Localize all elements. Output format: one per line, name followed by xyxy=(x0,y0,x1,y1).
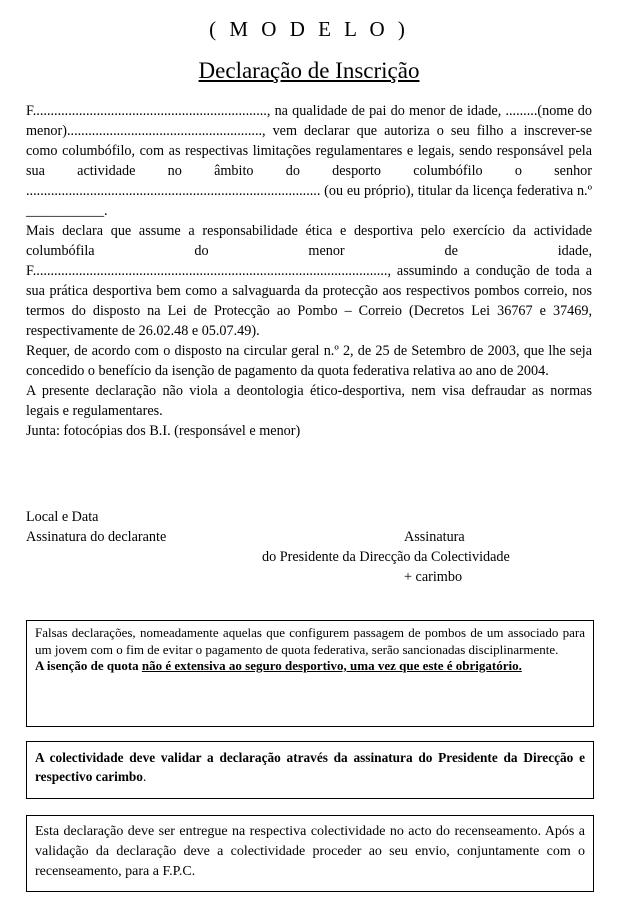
modelo-heading: ( M O D E L O ) xyxy=(209,17,409,41)
paragraph-request: Requer, de acordo com o disposto na circular geral n.º 2, de 25 de Setembro de 2003, que lhe seja concedido o benefício da isenção de pagamento da quota federativa relativa ao ano de 2004. xyxy=(26,343,592,379)
false-declarations-notice xyxy=(26,620,594,727)
notice-bold-lead: A isenção de quota xyxy=(35,658,139,673)
paragraph-attachments: Junta: fotocópias dos B.I. (responsável e menor) xyxy=(26,423,301,439)
paragraph-responsibility-cont: F...................................................................................................., assumindo a condução de toda a sua prática desportiva bem como a salvaguarda da protecção aos respectivos pombos correio, nos termos do disposto na Lei de Protecção ao Pombo – Correio (Decretos Lei 36767 e 37469, respectivamente de 26.02.48 e 05.07.49). xyxy=(26,263,592,339)
signature-label: Assinatura xyxy=(404,529,465,545)
paragraph-responsibility: Mais declara que assume a responsabilidade ética e desportiva pelo exercício da actividade columbófila do menor de idade, xyxy=(26,223,592,259)
validation-period: . xyxy=(142,769,147,784)
delivery-notice: Esta declaração deve ser entregue na respectiva colectividade no acto do recenseamento. Após a validação da declaração deve a colectividade proceder ao seu envio, conjuntamente com o recenseamento, para a F.P.C. xyxy=(26,815,594,892)
validation-notice xyxy=(26,741,594,799)
paragraph-licence: ................................................................................... (ou eu próprio), titular da licença federativa n.º ___________. xyxy=(26,183,592,219)
declarant-signature-label: Assinatura do declarante xyxy=(26,529,167,545)
page-title: Declaração de Inscrição xyxy=(198,58,420,83)
validation-text: A colectividade deve validar a declaração através da assinatura do Presidente da Direcção e respectivo carimbo xyxy=(35,750,585,784)
paragraph-deontology: A presente declaração não viola a deontologia ético-desportiva, nem visa defraudar as normas legais e regulamentares. xyxy=(26,383,592,419)
notice-underlined: não é extensiva ao seguro desportivo, uma vez que este é obrigatório. xyxy=(141,658,522,673)
paragraph-declarant: F.................................................................., na qualidade de pai do menor de idade, .........(nome do menor)......................................................., vem declarar que autoriza o seu filho a inscrever-se como columbófilo, com as respectivas limitações regulamentares e legais, sendo responsável pela sua actividade no âmbito do desporto columbófilo o senhor xyxy=(26,103,592,179)
declaration-body xyxy=(26,101,592,441)
local-data-label: Local e Data xyxy=(26,509,99,525)
notice-text: Falsas declarações, nomeadamente aquelas que configurem passagem de pombos de um associado para um jovem com o fim de evitar o pagamento de quota federativa, serão sancionadas disciplinarmente. xyxy=(35,625,585,657)
president-label: do Presidente da Direcção da Colectividade xyxy=(262,549,510,565)
stamp-label: + carimbo xyxy=(404,569,463,585)
